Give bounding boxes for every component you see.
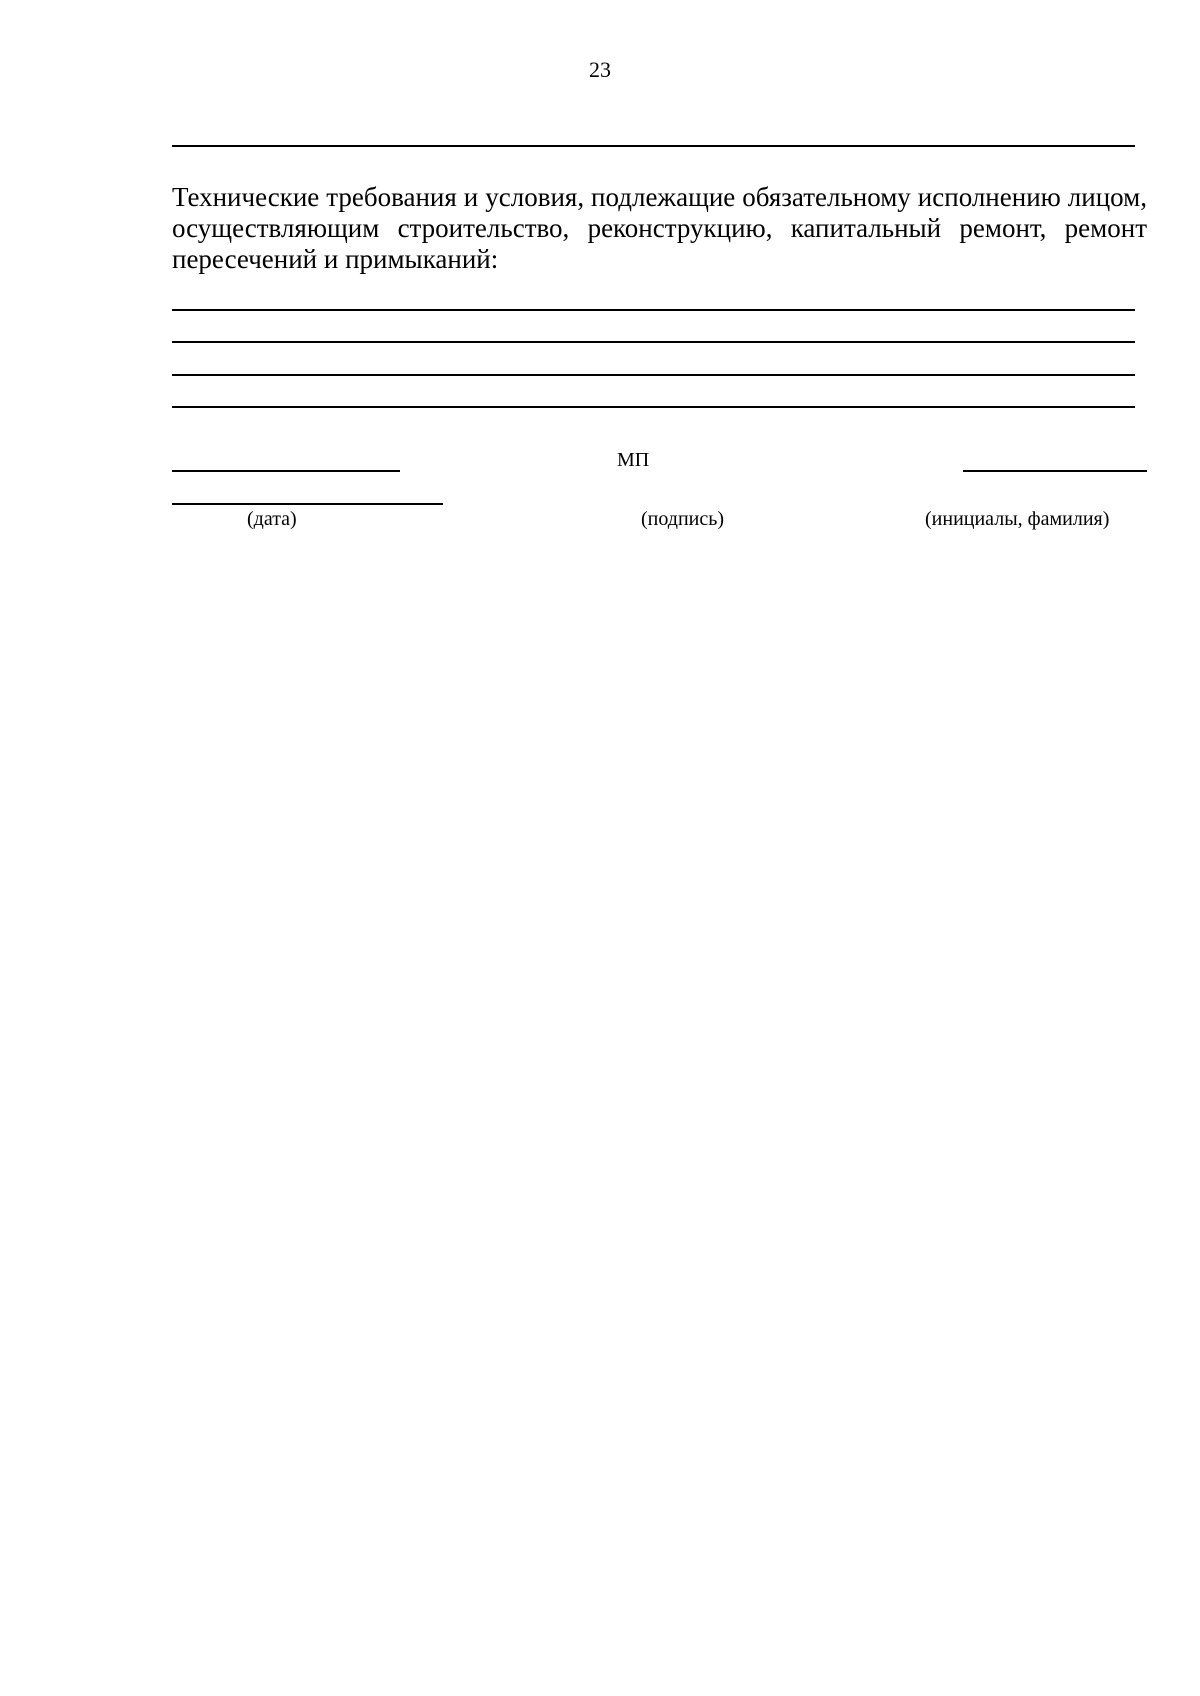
name-label: (инициалы, фамилия) [925,508,1110,530]
signature-label: (подпись) [641,508,725,530]
signature-blank-line[interactable] [172,503,443,505]
requirements-blank-line-4[interactable] [172,406,1135,408]
top-blank-line[interactable] [172,145,1135,147]
date-label: (дата) [247,508,297,530]
name-blank-line[interactable] [963,470,1147,472]
requirements-blank-line-1[interactable] [172,309,1135,311]
requirements-text: Технические требования и условия, подлежащие обязательному исполнению лицом, осуществляющим строительство, реконструкцию, капитальный ремонт, ремонт пересечений и примыканий: [172,182,1147,274]
page-number: 23 [589,57,611,82]
requirements-blank-line-3[interactable] [172,374,1135,376]
stamp-label: МП [617,449,650,471]
date-blank-line[interactable] [172,470,400,472]
requirements-blank-line-2[interactable] [172,341,1135,343]
